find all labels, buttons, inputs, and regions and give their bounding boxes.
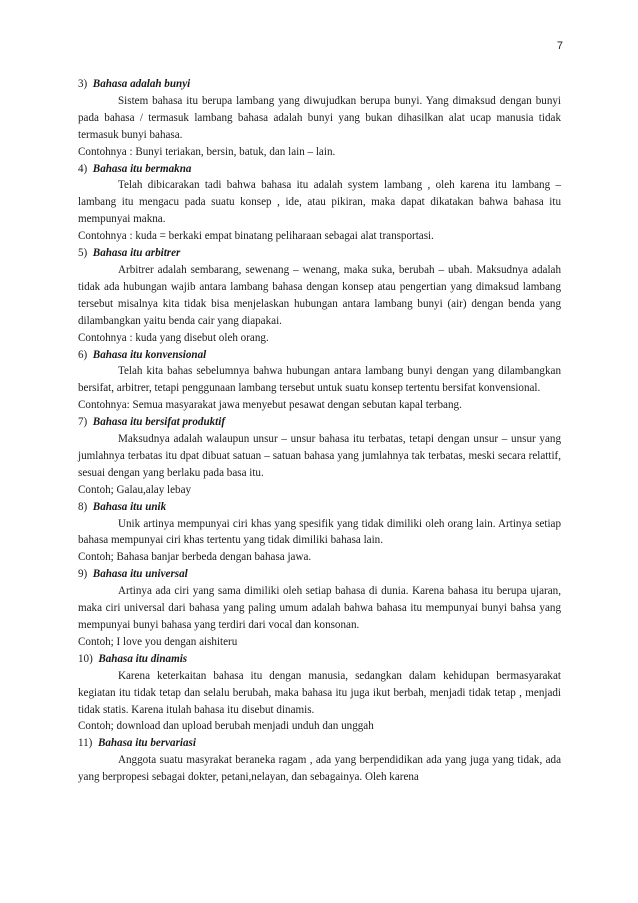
- section-example: Contohnya: Semua masyarakat jawa menyebut pesawat dengan sebutan kapal terbang.: [78, 399, 462, 412]
- section-9: [78, 566, 561, 651]
- section-example: Contoh; Bahasa banjar berbeda dengan bahasa jawa.: [78, 551, 312, 564]
- section-title: Bahasa adalah bunyi: [92, 78, 191, 90]
- section-number: 4): [78, 162, 88, 175]
- section-7: [78, 414, 561, 499]
- section-6: [78, 347, 561, 415]
- section-paragraph: Maksudnya adalah walaupun unsur – unsur bahasa itu terbatas, tetapi dengan unsur – unsur yang jumlahnya terbatas itu dpat dibuat satuan – satuan bahasa yang jumlahnya tak terbatas, meski secara relattif, sesuai dengan yang berlaku pada basa itu.: [78, 433, 561, 479]
- section-example: Contoh; I love you dengan aishiteru: [78, 635, 238, 648]
- page-number: 7: [556, 40, 563, 52]
- section-paragraph: Anggota suatu masyrakat beraneka ragam , ada yang berpendidikan ada yang juga yang tidak, ada yang berpropesi sebagai dokter, petani,nelayan, dan sebagainya. Oleh karena: [78, 754, 561, 784]
- section-5: [78, 245, 561, 346]
- section-paragraph: Arbitrer adalah sembarang, sewenang – wenang, maka suka, berubah – ubah. Maksudnya adalah tidak ada hubungan wajib antara lambang bahasa dengan konsep atau pengertian yang dimaksud lambang tersebut misalnya kita tidak bisa menjelaskan hubungan antara lambang bunyi (air) dengan benda yang dilambangkan yaitu benda cair yang diapakai.: [78, 263, 561, 327]
- section-paragraph: Telah kita bahas sebelumnya bahwa hubungan antara lambang bunyi dengan yang dilambangkan bersifat, arbitrer, tetapi penggunaan lambang tersebut untuk suatu konsep tertentu bersifat konvensional.: [78, 365, 561, 395]
- section-number: 3): [78, 78, 88, 90]
- section-number: 10): [78, 652, 93, 665]
- section-title: Bahasa itu universal: [92, 568, 188, 581]
- section-number: 8): [78, 500, 88, 513]
- section-example: Contohnya : kuda yang disebut oleh orang.: [78, 331, 269, 344]
- section-number: 6): [78, 348, 88, 361]
- section-paragraph: Artinya ada ciri yang sama dimiliki oleh setiap bahasa di dunia. Karena bahasa itu berupa ujaran, maka ciri universal dari bahasa yang paling umum adalah bahwa bahasa itu mempunyai bunyi bahsa yang mempunyai bunyi bahasa yang terdiri dari vocal dan konsonan.: [78, 585, 561, 631]
- section-heading: [78, 566, 561, 583]
- section-heading: [78, 347, 561, 364]
- section-paragraph: Sistem bahasa itu berupa lambang yang diwujudkan berupa bunyi. Yang dimaksud dengan bunyi pada bahasa / termasuk lambang bahasa adalah bunyi yang bukan dihasilkan alat ucap manusia tidak termasuk bunyi bahasa.: [78, 94, 561, 141]
- section-3: [78, 76, 561, 161]
- section-title: Bahasa itu arbitrer: [92, 247, 181, 260]
- section-title: Bahasa itu bersifat produktif: [92, 416, 226, 429]
- section-10: [78, 651, 561, 736]
- section-number: 5): [78, 247, 88, 260]
- section-title: Bahasa itu bermakna: [92, 162, 192, 175]
- section-example: Contohnya : kuda = berkaki empat binatang peliharaan sebagai alat transportasi.: [78, 230, 434, 243]
- section-heading: [78, 161, 561, 178]
- section-title: Bahasa itu unik: [92, 500, 167, 513]
- section-heading: [78, 76, 561, 93]
- section-paragraph: Karena keterkaitan bahasa itu dengan manusia, sedangkan dalam kehidupan bermasyarakat kegiatan itu tidak tetap dan selalu berubah, maka bahasa itu juga ikut berbah, menjadi tidak tetap , menjadi tidak statis. Karena itulah bahasa itu disebut dinamis.: [78, 669, 561, 716]
- section-title: Bahasa itu dinamis: [98, 652, 188, 665]
- section-heading: [78, 735, 561, 752]
- section-heading: [78, 499, 561, 516]
- section-example: Contohnya : Bunyi teriakan, bersin, batuk, dan lain – lain.: [78, 145, 336, 158]
- section-example: Contoh; Galau,alay lebay: [78, 483, 192, 496]
- section-paragraph: Unik artinya mempunyai ciri khas yang spesifik yang tidak dimiliki oleh orang lain. Artinya setiap bahasa mempunyai ciri khas tertentu yang tidak dimiliki bahasa lain.: [78, 517, 561, 547]
- section-example: Contoh; download dan upload berubah menjadi unduh dan unggah: [78, 720, 374, 733]
- section-number: 9): [78, 568, 88, 581]
- section-8: [78, 499, 561, 567]
- section-4: [78, 161, 561, 246]
- document-body: [78, 76, 561, 786]
- section-number: 11): [78, 737, 93, 750]
- section-heading: [78, 245, 561, 262]
- section-paragraph: Telah dibicarakan tadi bahwa bahasa itu adalah system lambang , oleh karena itu lambang – lambang itu mengacu pada suatu konsep , ide, atau pikiran, maka dapat dikatakan bahwa bahasa itu mempunyai makna.: [78, 179, 561, 226]
- section-number: 7): [78, 416, 88, 429]
- section-title: Bahasa itu bervariasi: [97, 737, 196, 750]
- section-title: Bahasa itu konvensional: [92, 348, 207, 361]
- section-11: [78, 735, 561, 786]
- section-heading: [78, 414, 561, 431]
- section-heading: [78, 651, 561, 668]
